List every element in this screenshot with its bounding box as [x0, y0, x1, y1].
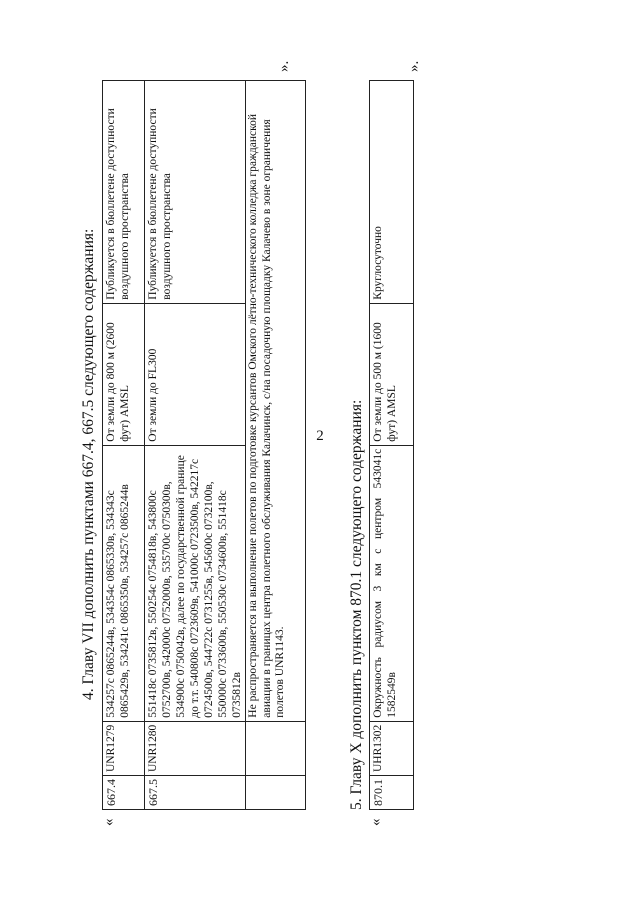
section-4-open-quote: « [101, 818, 117, 826]
zone-publication: Публикуется в бюллетене доступности воздушного пространства [145, 81, 246, 304]
rotated-content [80, 40, 460, 840]
section-5-close-quote: ». [406, 60, 422, 72]
zone-coordinates: Окружность радиусом 3 км с центром 543041с 1582549в [370, 445, 414, 721]
restriction-note: Не распространяется на выполнение полетов по подготовке курсантов Омского лётно-технического колледжа гражданской авиации в границах центра полетного обслуживания Калачинск, с/на посадочную площадку Калачево в зоне ограничения полетов UNR1143. [246, 81, 306, 722]
zone-publication: Публикуется в бюллетене доступности воздушного пространства [103, 81, 145, 304]
table-row [370, 81, 414, 810]
page-number: 2 [316, 428, 324, 444]
section-5-heading: 5. Главу X дополнить пунктом 870.1 следующего содержания: [348, 399, 365, 810]
zone-coordinates: 551418с 0735812в, 550254с 0754818в, 543800с 0752700в, 542000с 0752000в, 535700с 0750300в, 534900с 0750042в, далее по государственной границе до т.т. 540808с 0723609в, 541000с 0723500в, 542217с 0724500в, 544722с 0731255в, 545600с 0732100в, 550000с 0733600в, 550530с 0734600в, 551418с 0735812в [145, 445, 246, 721]
section-5-open-quote: « [368, 818, 384, 826]
zone-id: UNR1279 [103, 721, 145, 775]
empty-cell [246, 721, 306, 775]
zone-coordinates: 534257с 0865244в, 534354с 0865330в, 534343с 0865429в, 534241с 0865350в, 534257с 0865244в [103, 445, 145, 721]
zone-schedule: Круглосуточно [370, 81, 414, 304]
table-row [145, 81, 246, 810]
item-number: 870.1 [370, 776, 414, 810]
section-4-close-quote: ». [276, 60, 292, 72]
zone-altitude: От земли до 800 м (2600 фут) AMSL [103, 303, 145, 445]
zone-altitude: От земли до FL300 [145, 303, 246, 445]
section-4-table [102, 80, 306, 810]
item-number: 667.5 [145, 776, 246, 810]
table-row [103, 81, 145, 810]
item-number: 667.4 [103, 776, 145, 810]
table-row [246, 81, 306, 810]
zone-id: UNR1280 [145, 721, 246, 775]
empty-cell [246, 776, 306, 810]
section-4-heading: 4. Главу VII дополнить пунктами 667.4, 667.5 следующего содержания: [80, 228, 97, 700]
zone-id: UHR1302 [370, 721, 414, 775]
zone-altitude: От земли до 500 м (1600 фут) AMSL [370, 303, 414, 445]
section-5-table [369, 80, 414, 810]
